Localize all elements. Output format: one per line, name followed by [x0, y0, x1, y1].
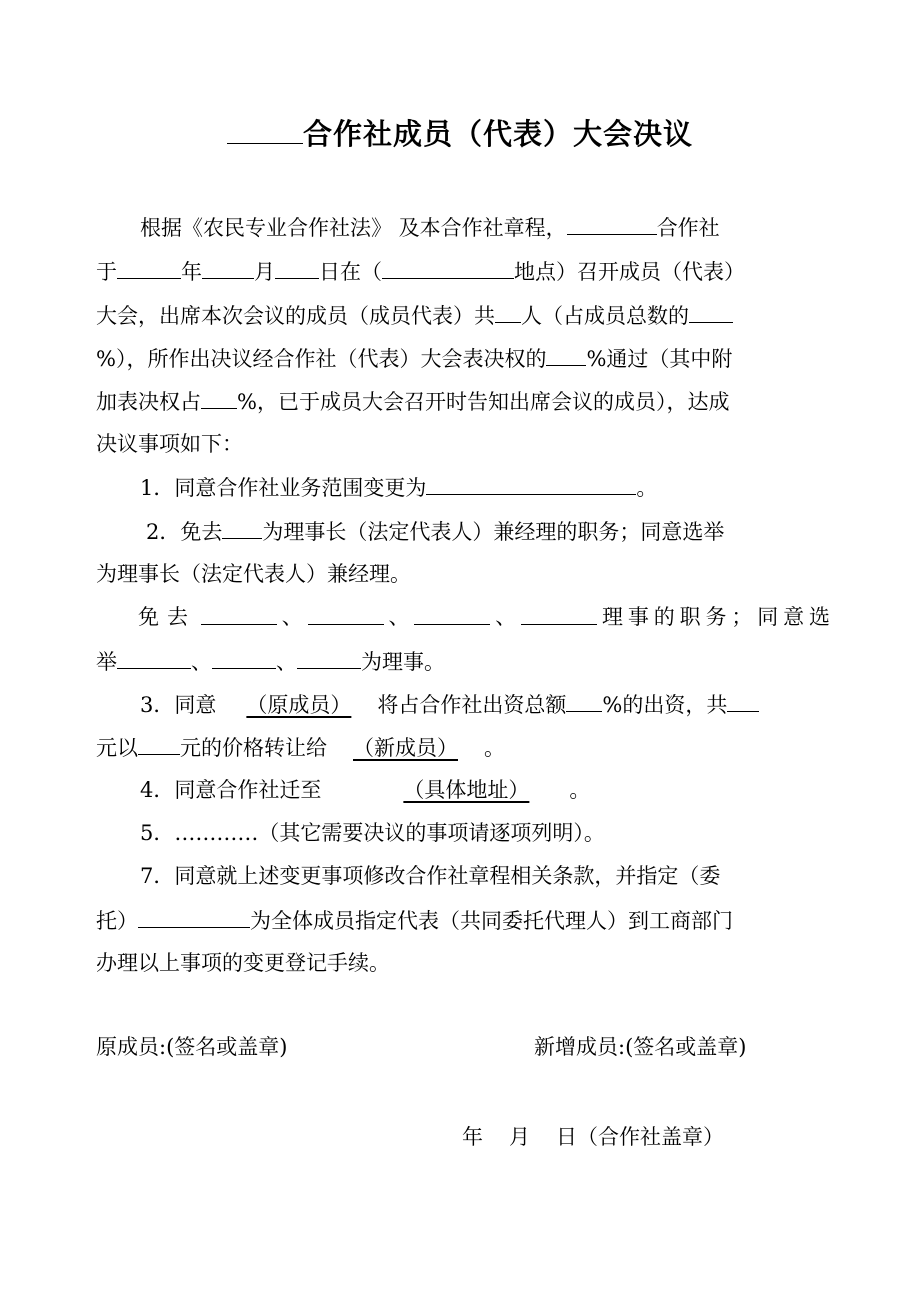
location-blank	[382, 256, 514, 279]
text: （具体地址）	[403, 778, 530, 802]
attendee-count-blank	[495, 300, 521, 323]
day-blank	[275, 256, 319, 279]
item2b-line2	[96, 646, 445, 676]
para1-line2	[96, 256, 745, 286]
text: 、	[388, 605, 410, 629]
item2-line1	[146, 516, 724, 546]
text: %的出资，共	[602, 693, 728, 717]
text: 地点）召开成员（代表）	[514, 260, 745, 284]
text: 理	[602, 605, 623, 629]
text: 、	[495, 605, 517, 629]
text: 年	[181, 260, 202, 284]
chairman-removed-blank	[222, 516, 262, 539]
text: （新成员）	[353, 736, 458, 760]
text: 元的价格转让给	[180, 736, 327, 760]
year-blank	[117, 256, 181, 279]
text: 日在（	[319, 260, 382, 284]
text: 、	[281, 605, 303, 629]
text: 元以	[96, 736, 138, 760]
para1-line3	[96, 300, 733, 330]
para1-line4	[96, 343, 732, 373]
text: 为理事长（法定代表人）兼经理的职务；同意选举	[262, 520, 725, 544]
representative-blank	[138, 905, 250, 928]
text: 职	[679, 605, 701, 629]
text: 、	[276, 650, 297, 674]
text: 举	[96, 650, 117, 674]
para1-line5	[96, 386, 729, 416]
text: 。	[569, 778, 591, 802]
item7-line2	[96, 905, 733, 935]
director-elected-blank-1	[117, 646, 191, 669]
text: 的	[653, 605, 675, 629]
director-removed-blank-2	[308, 602, 384, 625]
director-elected-blank-3	[297, 646, 361, 669]
day-seal-label: 日（合作社盖章）	[556, 1125, 724, 1149]
new-member-field	[327, 736, 484, 760]
text: 托）	[96, 909, 138, 933]
extra-vote-blank	[201, 386, 237, 409]
text: 务	[705, 605, 727, 629]
text: 意	[783, 605, 805, 629]
text: 选	[809, 605, 830, 629]
new-member-signature-label: 新增成员:(签名或盖章)	[534, 1035, 747, 1059]
text: 1．同意合作社业务范围变更为	[140, 476, 427, 500]
text: %，已于成员大会召开时告知出席会议的成员），达成	[237, 390, 730, 414]
para1-line1	[140, 212, 720, 242]
text: 加表决权占	[96, 390, 201, 414]
text: 4．同意合作社迁至	[140, 778, 322, 802]
item1-line	[140, 472, 657, 502]
text: 2．免去	[146, 520, 223, 544]
director-removed-blank-4	[521, 602, 597, 625]
para1-line6: 决议事项如下：	[96, 432, 243, 456]
title-blank	[227, 121, 303, 144]
original-member-field	[216, 693, 377, 717]
month-label: 月	[509, 1125, 530, 1149]
percentage-blank	[689, 300, 733, 323]
item5-line: 5．…………（其它需要决议的事项请逐项列明）。	[140, 821, 605, 845]
text: %），所作出决议经合作社（代表）大会表决权的	[96, 347, 547, 371]
text: 免去	[138, 605, 196, 629]
director-removed-blank-3	[414, 602, 490, 625]
text: 同	[757, 605, 779, 629]
item3-line2	[96, 732, 505, 762]
text: 将占合作社出资总额	[377, 693, 567, 717]
text: 为理事。	[361, 650, 445, 674]
text: 人（占成员总数的	[521, 304, 689, 328]
text: 月	[254, 260, 275, 284]
text: 合作社	[656, 216, 720, 240]
director-removed-blank-1	[201, 602, 277, 625]
title-text: 合作社成员（代表）大会决议	[302, 117, 693, 151]
month-blank	[202, 256, 254, 279]
item3-line1	[140, 689, 759, 719]
share-percent-blank	[566, 689, 602, 712]
amount-blank	[727, 689, 759, 712]
original-member-signature-label: 原成员:(签名或盖章)	[96, 1035, 288, 1059]
text: 。	[484, 736, 505, 760]
year-label: 年	[462, 1125, 483, 1149]
coop-name-blank	[567, 212, 657, 235]
item7-line1: 7．同意就上述变更事项修改合作社章程相关条款，并指定（委	[140, 864, 721, 888]
text: 为全体成员指定代表（共同委托代理人）到工商部门	[250, 909, 733, 933]
text: %通过（其中附	[586, 347, 733, 371]
document-title	[0, 112, 920, 153]
text: 于	[96, 260, 117, 284]
text: 3．同意	[140, 693, 217, 717]
text: 大会，出席本次会议的成员（成员代表）共	[96, 304, 495, 328]
address-field	[321, 778, 569, 802]
text: 、	[191, 650, 212, 674]
business-scope-blank	[426, 472, 636, 495]
text: 事	[627, 605, 649, 629]
text: ；	[731, 605, 753, 629]
text: 根据《农民专业合作社法》 及本合作社章程，	[140, 216, 567, 240]
text: 。	[636, 476, 658, 500]
item4-line	[140, 775, 590, 805]
item7-line3: 办理以上事项的变更登记手续。	[96, 951, 390, 975]
price-blank	[138, 732, 180, 755]
director-elected-blank-2	[212, 646, 276, 669]
text: （原成员）	[246, 693, 352, 717]
date-seal-line	[462, 1122, 724, 1152]
vote-percent-blank	[546, 343, 586, 366]
item2b-line1	[138, 602, 830, 632]
item2-line2: 为理事长（法定代表人）兼经理。	[96, 562, 411, 586]
